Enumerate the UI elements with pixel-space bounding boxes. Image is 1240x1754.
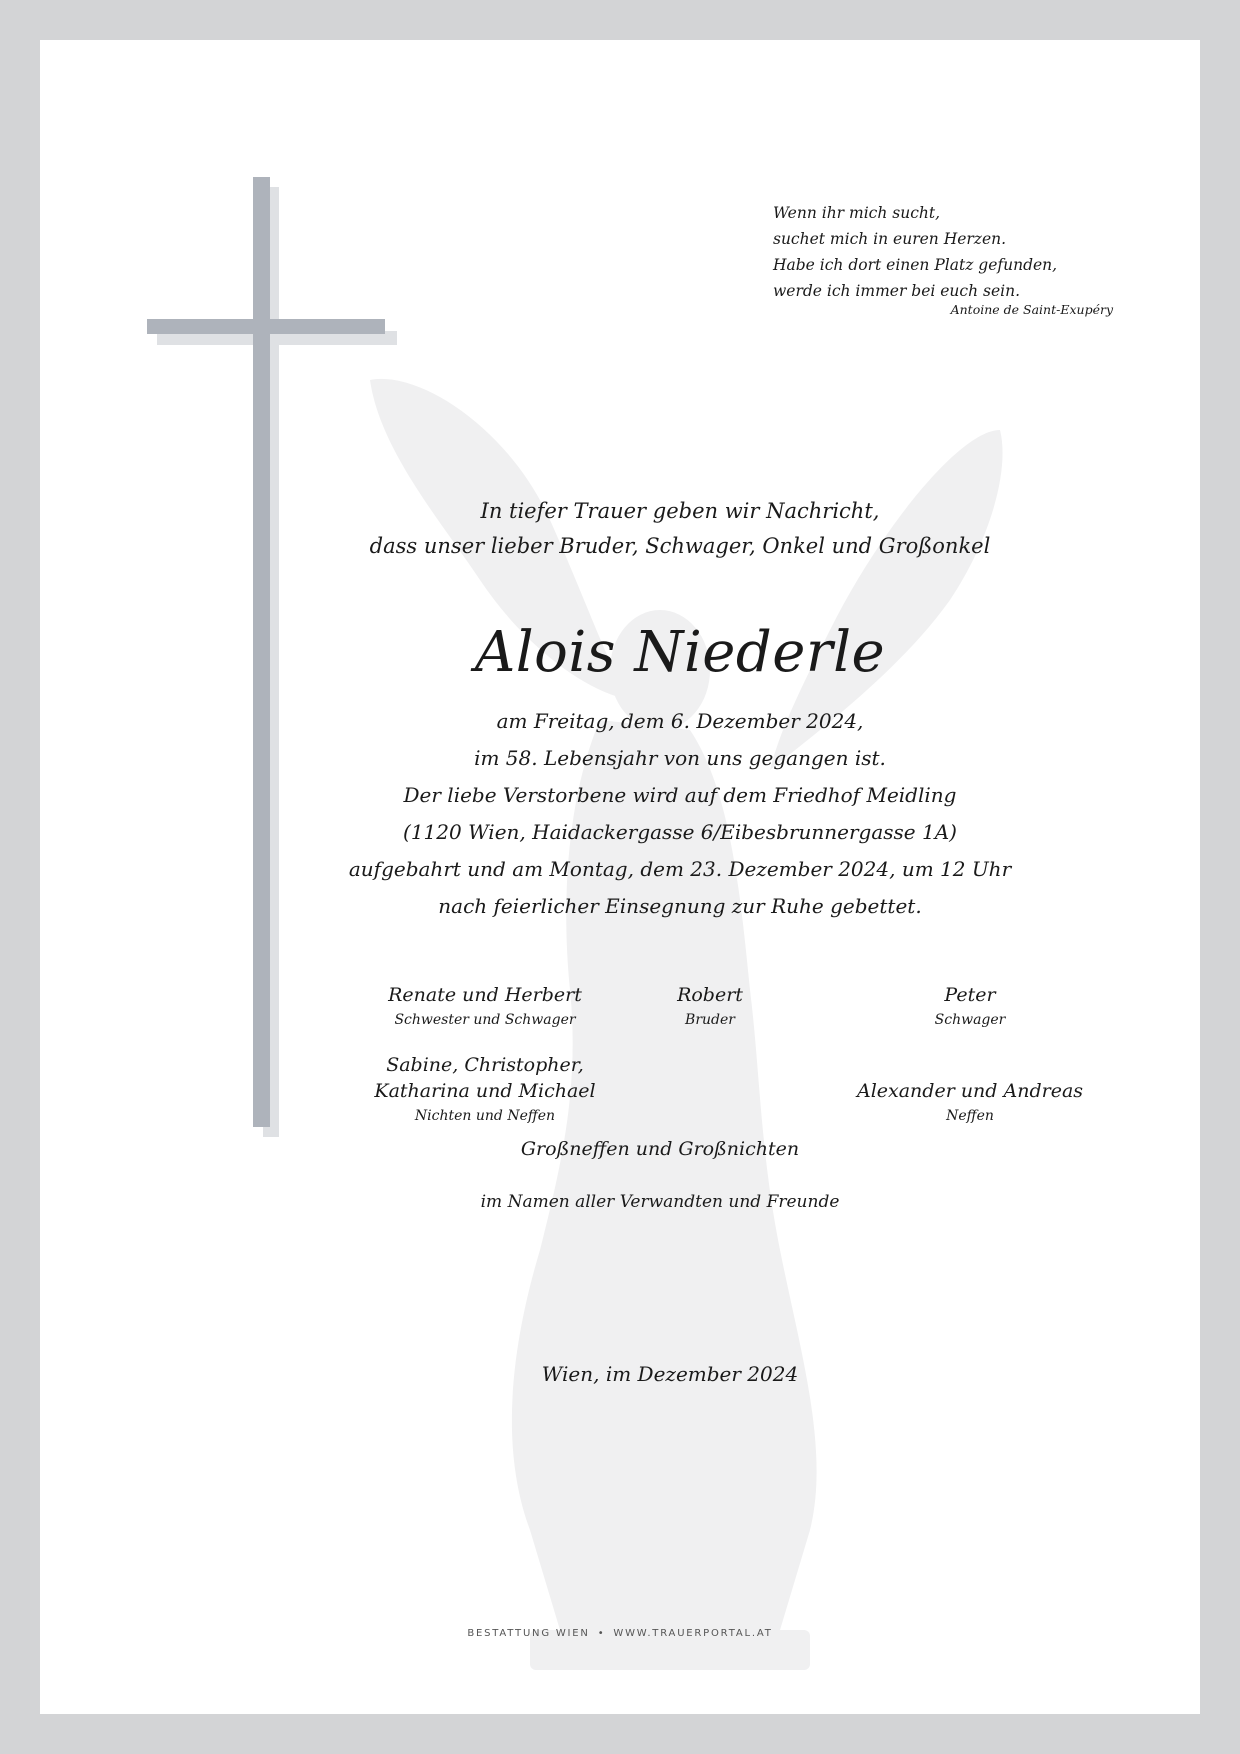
quote-author: Antoine de Saint-Exupéry — [950, 302, 1113, 317]
quote-line: suchet mich in euren Herzen. — [773, 230, 1007, 248]
mourner-entry — [340, 982, 630, 1032]
mourner-relation: Nichten und Neffen — [414, 1108, 556, 1124]
quote-line: Habe ich dort einen Platz gefunden, — [773, 256, 1058, 274]
death-info — [340, 703, 1020, 777]
mourner-relation: Neffen — [946, 1108, 994, 1124]
mourner-entry — [865, 982, 1075, 1032]
obituary-page — [40, 40, 1200, 1714]
intro-line: dass unser lieber Bruder, Schwager, Onkel und Großonkel — [369, 534, 991, 558]
deceased-name: Alois Niederle — [474, 620, 886, 685]
mourner-name: Katharina und Michael — [374, 1080, 596, 1102]
burial-line: Der liebe Verstorbene wird auf dem Friedhof Meidling — [403, 783, 957, 807]
footer-website-link[interactable]: WWW.TRAUERPORTAL.AT — [613, 1628, 773, 1639]
burial-line: nach feierlicher Einsegnung zur Ruhe gebettet. — [438, 894, 922, 918]
mourner-name: Sabine, Christopher, — [386, 1054, 584, 1076]
death-line: im 58. Lebensjahr von uns gegangen ist. — [474, 746, 886, 770]
intro-text — [360, 494, 1000, 564]
mourner-entry — [840, 1078, 1100, 1128]
quote-line: werde ich immer bei euch sein. — [773, 282, 1021, 300]
mourner-entry — [615, 982, 805, 1032]
mourner-name: Alexander und Andreas — [856, 1080, 1084, 1102]
grand-relatives: Großneffen und Großnichten — [520, 1138, 800, 1160]
cross-beam — [147, 319, 385, 334]
mourner-relation: Schwager — [934, 1012, 1006, 1028]
quote — [773, 200, 1153, 304]
footer — [40, 1628, 1200, 1639]
quote-line: Wenn ihr mich sucht, — [773, 204, 941, 222]
mourner-relation: Schwester und Schwager — [394, 1012, 576, 1028]
burial-line: aufgebahrt und am Montag, dem 23. Dezember 2024, um 12 Uhr — [348, 857, 1012, 881]
mourner-name: Robert — [677, 984, 743, 1006]
mourner-entry — [335, 1052, 635, 1128]
footer-separator: • — [597, 1628, 606, 1639]
place-date: Wien, im Dezember 2024 — [541, 1362, 799, 1386]
burial-line: (1120 Wien, Haidackergasse 6/Eibesbrunnergasse 1A) — [403, 820, 957, 844]
death-line: am Freitag, dem 6. Dezember 2024, — [496, 709, 864, 733]
mourner-name: Renate und Herbert — [388, 984, 582, 1006]
mourner-name: Peter — [944, 984, 996, 1006]
footer-company: BESTATTUNG WIEN — [467, 1628, 590, 1639]
burial-info — [340, 777, 1020, 925]
mourner-relation: Bruder — [685, 1012, 735, 1028]
on-behalf-text: im Namen aller Verwandten und Freunde — [480, 1192, 840, 1212]
intro-line: In tiefer Trauer geben wir Nachricht, — [480, 499, 880, 523]
